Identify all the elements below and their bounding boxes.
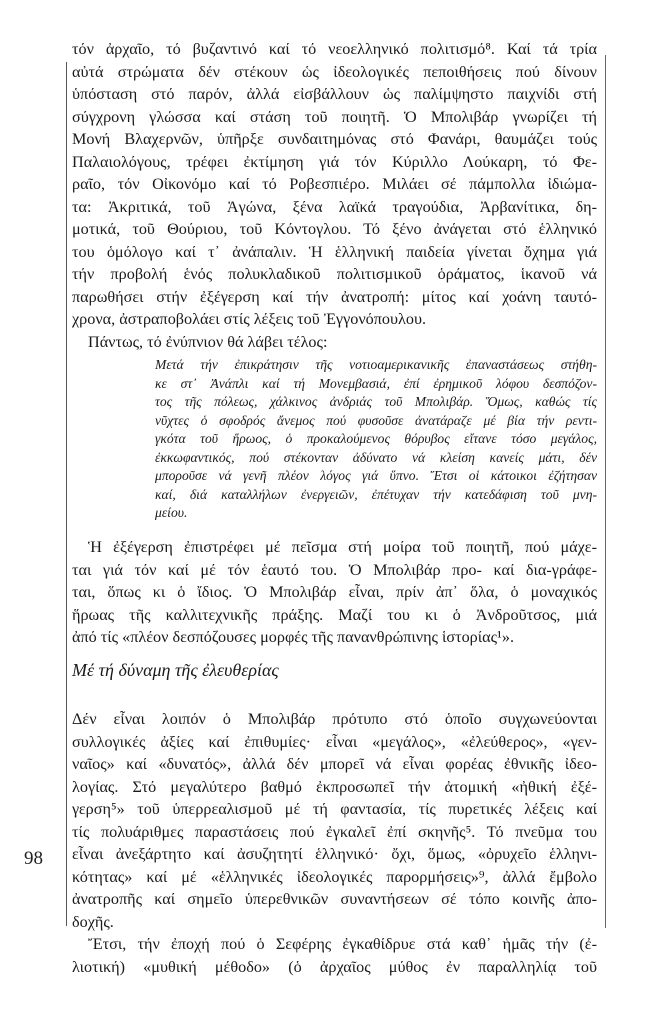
text-line: γερση⁵» τοῦ ὑπερρεαλισμοῦ μέ τή φαντασία, τίς πυρετικές λέξεις καί xyxy=(72,800,597,818)
quote-line: μποροῦσε νά γενῆ πλέον λόγος γιά ὕπνο. Ἔτσι οἱ κάτοικοι ἐζήτησαν xyxy=(155,468,597,483)
text-line: ται, ὅπως κι ὁ ἴδιος. Ὁ Μπολιβάρ εἶναι, πρίν ἀπ᾿ ὅλα, ὁ μοναχικός xyxy=(72,583,597,601)
text-line: Δέν εἶναι λοιπόν ὁ Μπολιβάρ πρότυπο στό ὁποῖο συγχωνεύονται xyxy=(72,710,597,728)
right-margin-rule xyxy=(605,55,606,928)
text-line: κότητας» καί μέ «ἑλληνικές ἰδεολογικές παρορμήσεις»⁹, ἀλλά ἔμβολο xyxy=(72,868,597,886)
text-line: χρονα, ἀστραποβολάει στίς λέξεις τοῦ Ἐγγονόπουλου. xyxy=(72,310,427,328)
text-line: ὑπόσταση στό παρόν, ἀλλά εἰσβάλλουν ὡς παλίμψηστο παιχνίδι στή xyxy=(72,85,597,103)
text-line: Ἡ ἐξέγερση ἐπιστρέφει μέ πεῖσμα στή μοίρα τοῦ ποιητῆ, πού μάχε- xyxy=(88,538,597,556)
text-line: λιοτική) «μυθική μέθοδο» (ὁ ἀρχαῖος μύθος ἐν παραλληλίᾳ τοῦ xyxy=(72,958,597,976)
quote-line: ἐκκωφαντικός, πού στέκονταν ἀδύνατο νά κλείση κανείς μάτι, δέν xyxy=(155,450,597,465)
text-line: Παλαιολόγους, τρέφει ἐκτίμηση γιά τόν Κύριλλο Λούκαρη, τό Φε- xyxy=(72,153,597,171)
left-margin-rule xyxy=(66,62,67,926)
text-line: μοτικά, τοῦ Θούριου, τοῦ Κόντογλου. Τό ξένο ἀνάγεται στό ἑλληνικό xyxy=(72,220,597,238)
text-line: Ἔτσι, τήν ἐποχή πού ὁ Σεφέρης ἐγκαθίδρυε στά καθ᾿ ἡμᾶς τήν (ἐ- xyxy=(88,935,597,953)
text-line: τόν ἀρχαῖο, τό βυζαντινό καί τό νεοελληνικό πολιτισμό⁸. Καί τά τρία xyxy=(72,40,597,58)
text-line: δοχῆς. xyxy=(72,913,114,931)
quote-line: μείου. xyxy=(155,505,188,520)
quote-line: Μετά τήν ἐπικράτησιν τῆς νοτιοαμερικανικῆς ἐπαναστάσεως στήθη- xyxy=(155,357,597,372)
quote-line: γκότα τοῦ ἥρωος, ὁ προκαλούμενος θόρυβος εἴτανε τόσο μεγάλος, xyxy=(155,431,597,446)
section-heading: Μέ τή δύναμη τῆς ἐλευθερίας xyxy=(72,660,279,680)
text-line: ἀπό τίς «πλέον δεσπόζουσες μορφές τῆς πανανθρώπινης ἱστορίας¹». xyxy=(72,628,514,646)
text-line: ἥρωας τῆς καλλιτεχνικῆς πράξης. Μαζί του κι ὁ Ἀνδροῦτσος, μιά xyxy=(72,606,597,624)
text-line: σύγχρονη γλώσσα καί στάση τοῦ ποιητῆ. Ὁ Μπολιβάρ γνωρίζει τή xyxy=(72,108,597,126)
text-line: Μονή Βλαχερνῶν, ὑπῆρξε συνδαιτημόνας στό Φανάρι, θαυμάζει τούς xyxy=(72,130,597,148)
quote-line: τος τῆς πόλεως, χάλκινος ἀνδριάς τοῦ Μπολιβάρ. Ὅμως, καθώς τίς xyxy=(155,394,597,409)
text-line: ται γιά τόν καί μέ τόν ἑαυτό του. Ὁ Μπολιβάρ προ- καί δια-γράφε- xyxy=(72,561,597,579)
paragraph-2: Πάντως, τό ἐνύπνιον θά λάβει τέλος: xyxy=(88,333,328,351)
text-line: παρωθήσει στήν ἐξέγερση καί τήν ἀνατροπή: μίτος καί χοάνη ταυτό- xyxy=(72,288,597,306)
text-line: ναῖος» καί «δυνατός», ἀλλά δέν μπορεῖ νά εἶναι φορέας ἐθνικῆς ἰδεο- xyxy=(72,755,597,773)
quote-line: κε στ᾿ Ἀνάπλι καί τή Μονεμβασιά, ἐπί ἐρημικοῦ λόφου δεσπόζον- xyxy=(155,376,597,391)
text-line: του ὁμόλογο καί τ᾿ ἀνάπαλιν. Ἡ ἑλληνική παιδεία γίνεται ὄχημα γιά xyxy=(72,243,597,261)
text-line: λογίας. Στό μεγαλύτερο βαθμό ἐκπροσωπεῖ τήν ἀτομική «ἠθική ἐξέ- xyxy=(72,778,597,796)
quote-line: νῦχτες ὁ σφοδρός ἄνεμος πού φυσοῦσε ἀνατάραζε μέ βία τήν ρεντι- xyxy=(155,413,597,428)
text-line: τίς πολυάριθμες παραστάσεις πού ἐγκαλεῖ ἐπί σκηνῆς⁵. Τό πνεῦμα του xyxy=(72,823,597,841)
text-line: ἀνατροπῆς καί σημεῖο ὑπερεθνικῶν συναντήσεων σέ τόπο κοινῆς ἀπο- xyxy=(72,890,597,908)
text-line: εἶναι ἀνεξάρτητο καί ἀσυζητητί ἑλληνικό· ὄχι, ὅμως, «ὀρυχεῖο ἑλληνι- xyxy=(72,845,597,863)
text-line: τήν προβολή ἑνός πολυκλαδικοῦ πολιτισμικοῦ ὁράματος, ἱκανοῦ νά xyxy=(72,265,597,283)
quote-line: καί, διά καταλλήλων ἐνεργειῶν, ἐπέτυχαν τήν κατεδάφιση τοῦ μνη- xyxy=(155,487,597,502)
text-line: τα: Ἀκριτικά, τοῦ Ἀγώνα, ξένα λαϊκά τραγούδια, Ἀρβανίτικα, δη- xyxy=(72,198,597,216)
text-line: συλλογικές ἀξίες καί ἐπιθυμίες· εἶναι «μεγάλος», «ἐλεύθερος», «γεν- xyxy=(72,733,597,751)
text-line: ραῖο, τόν Οἰκονόμο καί τό Ροβεσπιέρο. Μιλάει σέ πάμπολλα ἰδιώμα- xyxy=(72,175,597,193)
page-number: 98 xyxy=(24,848,43,869)
text-line: αὐτά στρώματα δέν στέκουν ὡς ἰδεολογικές πεποιθήσεις πού δίνουν xyxy=(72,63,597,81)
